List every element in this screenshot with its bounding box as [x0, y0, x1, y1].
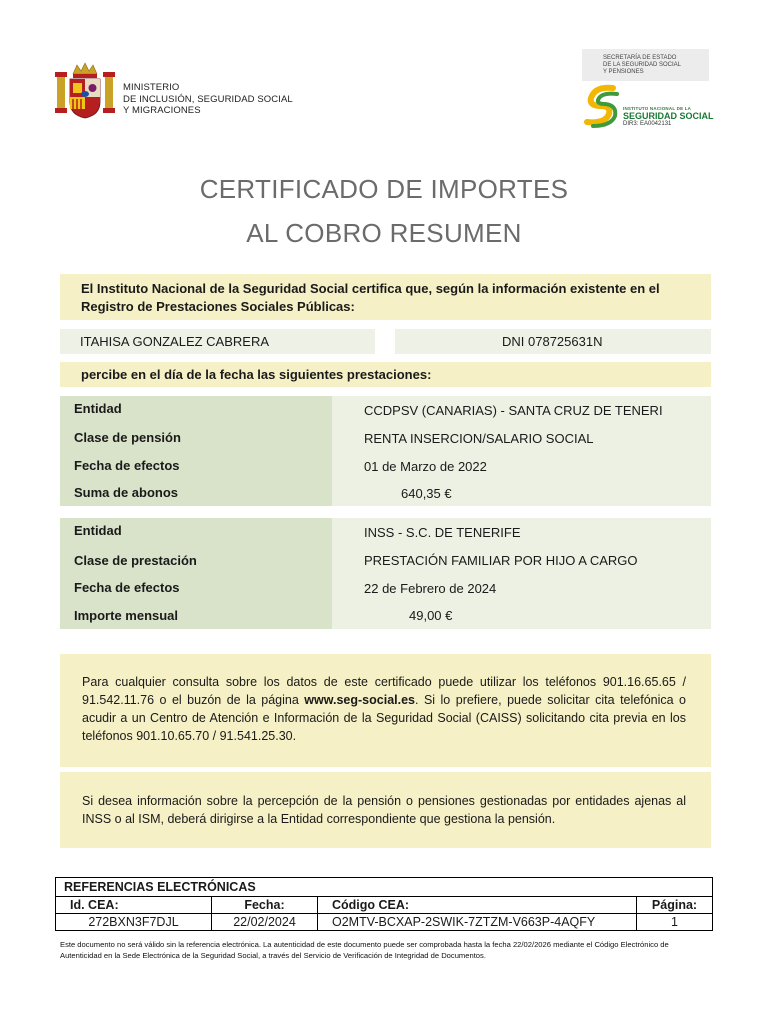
other-entities-box — [60, 772, 711, 848]
ref-value-pagina: 1 — [637, 914, 713, 931]
contact-info-text — [82, 673, 686, 745]
seg-social-link[interactable]: www.seg-social.es — [304, 693, 415, 707]
seguridad-social-logo — [583, 84, 623, 128]
intro-text: El Instituto Nacional de la Seguridad Social certifica que, según la información existente en el Registro de Prestaciones Sociales Públicas: — [81, 281, 660, 314]
coat-of-arms-logo — [55, 62, 115, 120]
contact-info-after: . Si lo prefiere, puede solicitar cita telefónica o acudir a un Centro de Atención e Información de la Seguridad Social (CAISS) solicitando cita previa en los teléfonos 901.10.65.70 / 91.541.25.30. — [82, 693, 687, 743]
benefit-2-label-importe: Importe mensual — [74, 608, 179, 623]
document-title-line1: CERTIFICADO DE IMPORTES — [199, 174, 569, 204]
ministry-line: MINISTERIO — [123, 82, 180, 93]
benefit-1-value-clase: RENTA INSERCION/SALARIO SOCIAL — [364, 431, 594, 446]
dni-box — [395, 329, 711, 354]
ref-value-fecha: 22/02/2024 — [212, 914, 318, 931]
percibe-text: percibe en el día de la fecha las siguientes prestaciones: — [81, 367, 432, 382]
references-heading: REFERENCIAS ELECTRÓNICAS — [56, 878, 713, 897]
percibe-box — [60, 362, 711, 387]
other-entities-text: Si desea información sobre la percepción de la pensión o pensiones gestionadas por entidades ajenas al INSS o al ISM, deberá dirigirse a la Entidad correspondiente que gestiona la pensión. — [82, 794, 686, 826]
benefit-2-value-importe: 49,00 € — [409, 608, 453, 623]
intro-box — [60, 274, 711, 320]
secretaria-text — [603, 55, 681, 76]
benefit-2-value-clase: PRESTACIÓN FAMILIAR POR HIJO A CARGO — [364, 553, 638, 568]
dir3-code: DIR3: EA0042131 — [623, 121, 672, 127]
contact-info-box — [60, 654, 711, 767]
document-title-line2: AL COBRO RESUMEN — [246, 218, 522, 248]
instituto-name: SEGURIDAD SOCIAL — [623, 111, 714, 121]
ref-header-id: Id. CEA: — [56, 897, 212, 914]
benefit-2-label-entidad: Entidad — [74, 523, 122, 538]
benefit-2-label-fecha: Fecha de efectos — [74, 580, 180, 595]
ministry-line: Y MIGRACIONES — [123, 105, 201, 116]
instituto-label: INSTITUTO NACIONAL DE LA — [623, 106, 692, 111]
references-table — [55, 877, 713, 931]
benefit-1-value-entidad: CCDPSV (CANARIAS) - SANTA CRUZ DE TENERI — [364, 403, 663, 418]
benefit-1-label-clase: Clase de pensión — [74, 430, 181, 445]
contact-info-before: Para cualquier consulta sobre los datos de este certificado puede utilizar los teléfonos 901.16.65.65 / 91.542.11.76 o el buzón de la página — [82, 675, 686, 707]
benefit-2-value-fecha: 22 de Febrero de 2024 — [364, 581, 497, 596]
benefit-1-value-fecha: 01 de Marzo de 2022 — [364, 459, 487, 474]
holder-dni: DNI 078725631N — [502, 334, 603, 349]
ref-header-pagina: Página: — [637, 897, 713, 914]
ministry-line: DE INCLUSIÓN, SEGURIDAD SOCIAL — [123, 93, 293, 105]
secretaria-line: DE LA SEGURIDAD SOCIAL — [603, 62, 682, 68]
ref-value-codigo: O2MTV-BCXAP-2SWIK-7ZTZM-V663P-4AQFY — [318, 914, 637, 931]
validity-footnote: Este documento no será válido sin la referencia electrónica. La autenticidad de este documento puede ser comprobada hasta la fecha 22/02/2026 mediante el Código Electrónico de Autenticidad en la Sede Electrónica de la Seguridad Social, a través del Servicio de Verificación de Integridad de Documentos. — [60, 940, 669, 960]
benefit-1-label-importe: Suma de abonos — [74, 485, 179, 500]
name-box — [60, 329, 375, 354]
benefit-1-label-fecha: Fecha de efectos — [74, 458, 180, 473]
ministry-name — [123, 82, 293, 117]
holder-name: ITAHISA GONZALEZ CABRERA — [80, 334, 270, 349]
ref-value-id: 272BXN3F7DJL — [56, 914, 212, 931]
benefit-2-label-clase: Clase de prestación — [74, 553, 197, 568]
ref-header-fecha: Fecha: — [212, 897, 318, 914]
ref-header-codigo: Código CEA: — [318, 897, 637, 914]
electronic-references — [55, 877, 713, 931]
benefit-1-label-entidad: Entidad — [74, 401, 122, 416]
benefit-2-value-entidad: INSS - S.C. DE TENERIFE — [364, 525, 521, 540]
secretaria-line: Y PENSIONES — [603, 69, 644, 75]
benefit-1-value-importe: 640,35 € — [401, 486, 452, 501]
secretaria-line: SECRETARÍA DE ESTADO — [603, 55, 677, 61]
